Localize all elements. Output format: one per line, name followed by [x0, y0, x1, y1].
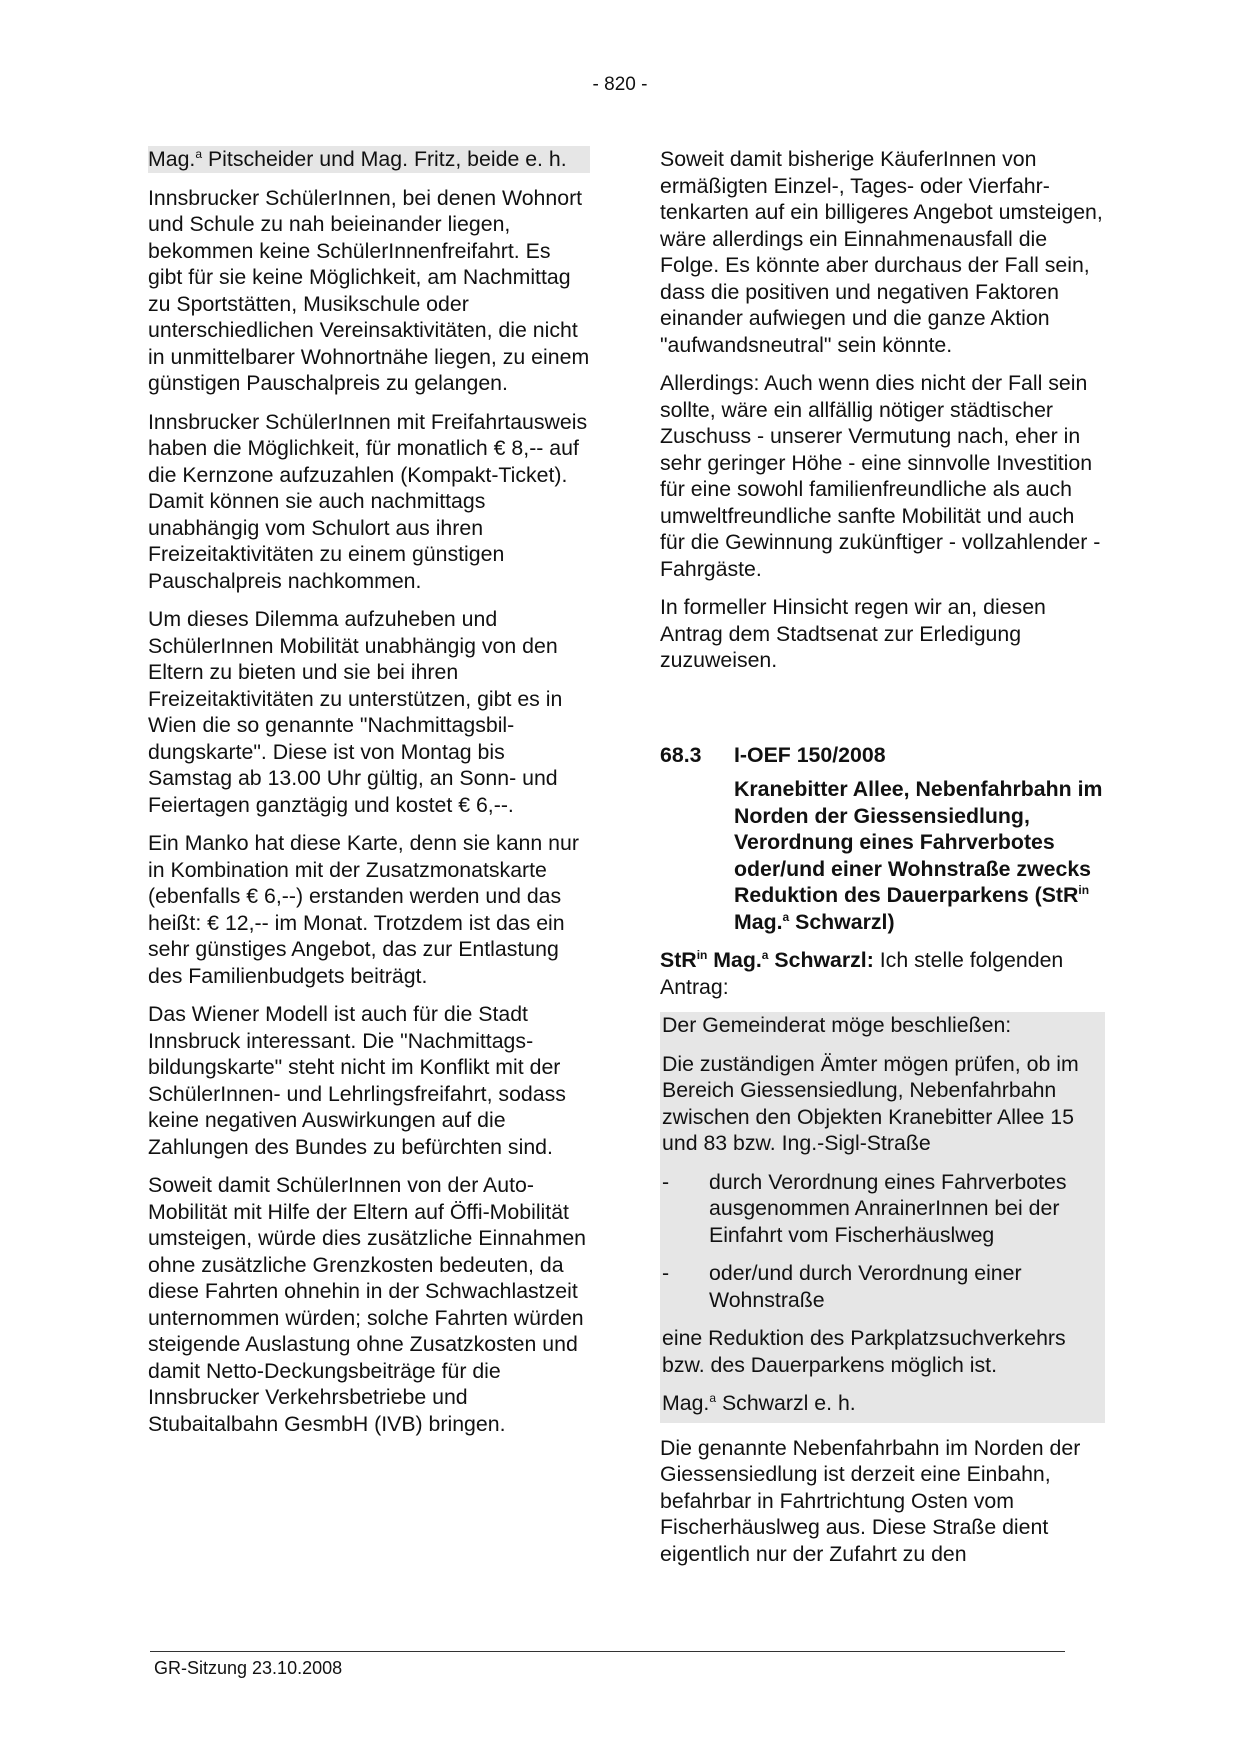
- speaker-intro: StR$^{in}$ Mag.$^a$ Schwarzl: Ich stelle folgenden Antrag:: [660, 947, 1064, 999]
- paragraph: Die genannte Nebenfahrbahn im Norden der Giessensiedlung ist derzeit eine Einbahn, befahrbar in Fahrtrichtung Osten vom Fischerhäuslweg aus. Diese Straße dient eigentlich nur der Zufahrt zu den: [660, 1435, 1081, 1566]
- paragraph: Allerdings: Auch wenn dies nicht der Fall sein sollte, wäre ein allfällig nötiger städtischer Zuschuss - unserer Vermutung nach, eher in sehr geringer Höhe - eine sinnvolle Investition für eine sowohl familienfreundliche als auch umweltfreundliche sanfte Mobilität und auch für die Gewinnung zukünftiger - vollzahlender - Fahrgäste.: [660, 371, 1101, 581]
- motion-intro: Der Gemeinderat möge beschließen:: [662, 1013, 1012, 1037]
- agenda-item-code: I-OEF 150/2008: [734, 742, 886, 767]
- paragraph: In formeller Hinsicht regen wir an, diesen Antrag dem Stadtsenat zur Erledigung zuzuweisen.: [660, 595, 1046, 672]
- paragraph: Um dieses Dilemma aufzuheben und SchülerInnen Mobilität unabhängig von den Eltern zu bieten und sie bei ihren Freizeitaktivitäten zu unterstützen, gibt es in Wien die so genannte "Nachmittagsbildungskarte". Diese ist von Montag bis Samstag ab 13.00 Uhr gültig, an Sonn- und Feiertagen ganztägig und kostet € 6,--.: [148, 607, 563, 817]
- footer-divider: [150, 1651, 1065, 1652]
- paragraph: Ein Manko hat diese Karte, denn sie kann nur in Kombination mit der Zusatzmonatskarte (ebenfalls € 6,--) erstanden werden und das heißt: € 12,-- im Monat. Trotzdem ist das ein sehr günstiges Angebot, das zur Entlastung des Familienbudgets beiträgt.: [148, 831, 579, 988]
- list-item: - durch Verordnung eines Fahrverbotes ausgenommen AnrainerInnen bei der Einfahrt vom Fischerhäuslweg: [662, 1169, 1067, 1247]
- agenda-item-heading: [660, 742, 1105, 769]
- paragraph: Soweit damit bisherige KäuferInnen von ermäßigten Einzel-, Tages- oder Vierfahrtenkarten auf ein billigeres Angebot umsteigen, wäre allerdings ein Einnahmenausfall die Folge. Es könnte aber durchaus der Fall sein, dass die positiven und negativen Faktoren einander aufwiegen und die ganze Aktion "aufwandsneutral" sein könnte.: [660, 147, 1103, 357]
- motion-paragraph: eine Reduktion des Parkplatzsuchverkehrs bzw. des Dauerparkens möglich ist.: [662, 1326, 1066, 1377]
- list-item: - oder/und durch Verordnung einer Wohnstraße: [662, 1261, 1022, 1312]
- signature-text: Pitscheider und Mag. Fritz, beide e. h.: [207, 147, 567, 171]
- paragraph: Innsbrucker SchülerInnen mit Freifahrtausweis haben die Möglichkeit, für monatlich € 8,-- auf die Kernzone aufzuzahlen (Kompakt-Ticket). Damit können sie auch nachmittags unabhängig vom Schulort aus ihren Freizeitaktivitäten zu einem günstigen Pauschalpreis nachkommen.: [148, 409, 588, 593]
- agenda-item-subject: Kranebitter Allee, Nebenfahrbahn im Norden der Giessensiedlung, Verordnung eines Fahrverbotes oder/und einer Wohnstraße zwecks Reduktion des Dauerparkens (StR$^{in}$ Mag.$^a$ Schwarzl): [734, 777, 1103, 934]
- signature-block: Mag.$^a$ Pitscheider und Mag. Fritz, beide e. h.: [148, 146, 590, 173]
- paragraph: Innsbrucker SchülerInnen, bei denen Wohnort und Schule zu nah beieinander liegen, bekommen keine SchülerInnenfreifahrt. Es gibt für sie keine Möglichkeit, am Nachmittag zu Sportstätten, Musikschule oder unterschiedlichen Vereinsaktivitäten, die nicht in unmittelbarer Wohnortnähe liegen, zu einem günstigen Pauschalpreis zu gelangen.: [148, 185, 590, 395]
- agenda-item-number: 68.3: [660, 742, 702, 767]
- paragraph: Das Wiener Modell ist auch für die Stadt Innsbruck interessant. Die "Nachmittagsbildungskarte" steht nicht im Konflikt mit der SchülerInnen- und Lehrlingsfreifahrt, sodass keine negativen Auswirkungen auf die Zahlungen des Bundes zu befürchten sind.: [148, 1002, 566, 1159]
- paragraph: Soweit damit SchülerInnen von der Auto-Mobilität mit Hilfe der Eltern auf Öffi-Mobilität umsteigen, würde dies zusätzliche Einnahmen ohne zusätzliche Grenzkosten bedeuten, da diese Fahrten ohnehin in der Schwachlastzeit unternommen würden; solche Fahrten würden steigende Auslastung ohne Zusatzkosten und damit Netto-Deckungsbeiträge für die Innsbrucker Verkehrsbetriebe und Stubaitalbahn GesmbH (IVB) bringen.: [148, 1173, 587, 1436]
- motion-block: [660, 1012, 1105, 1423]
- motion-signature: Mag.$^a$ Schwarzl e. h.: [662, 1390, 856, 1415]
- motion-paragraph: Die zuständigen Ämter mögen prüfen, ob im Bereich Giessensiedlung, Nebenfahrbahn zwischen den Objekten Kranebitter Allee 15 und 83 bzw. Ing.-Sigl-Straße: [662, 1051, 1079, 1155]
- footer-text: GR-Sitzung 23.10.2008: [154, 1658, 343, 1678]
- left-column: [148, 146, 590, 1449]
- page-number: - 820 -: [592, 74, 648, 95]
- right-column: [660, 146, 1105, 1579]
